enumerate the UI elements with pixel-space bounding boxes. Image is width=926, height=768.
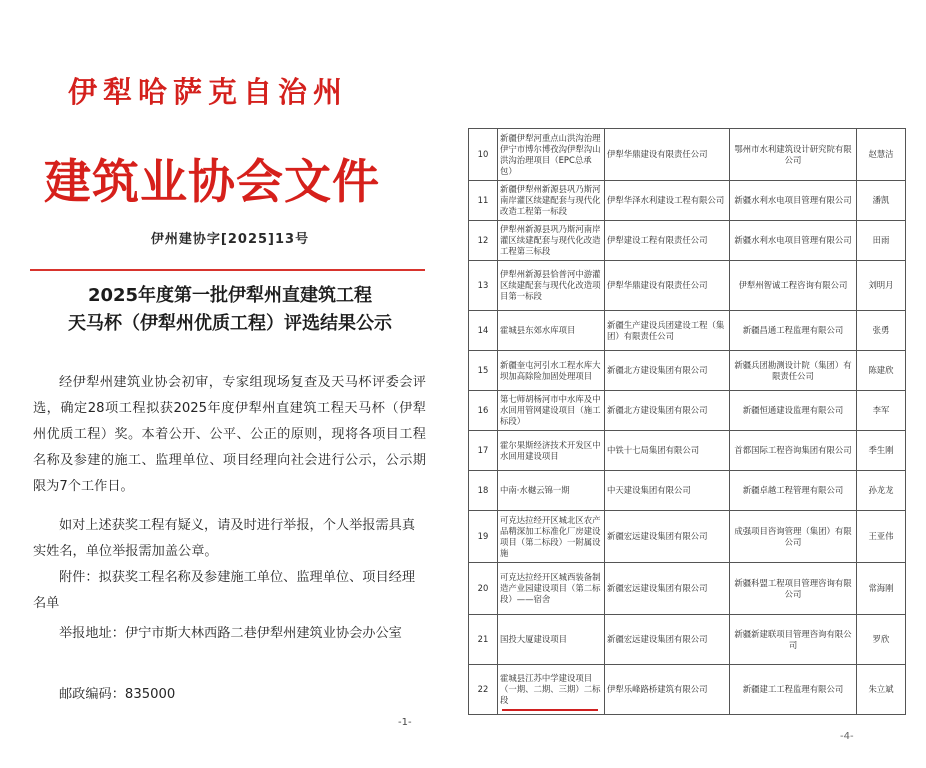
contractor-cell: 中天建设集团有限公司 — [605, 471, 730, 511]
manager-cell: 常海刚 — [857, 563, 906, 615]
supervisor-cell: 新疆兵团勘测设计院（集团）有限责任公司 — [730, 351, 857, 391]
project-name-cell: 第七师胡杨河市中水库及中水回用管网建设项目（施工标段） — [498, 391, 605, 431]
row-number: 22 — [469, 665, 498, 715]
manager-cell: 赵慧洁 — [857, 129, 906, 181]
table-row — [469, 471, 906, 511]
project-name-cell: 可克达拉经开区城北区农产品精深加工标准化厂房建设项目（第二标段）一附属设施 — [498, 511, 605, 563]
table-row — [469, 311, 906, 351]
project-name-cell: 伊犁州新源县恰普河中游灌区续建配套与现代化改造项目第一标段 — [498, 261, 605, 311]
notice-title-line2: 天马杯（伊犁州优质工程）评选结果公示 — [68, 313, 392, 334]
manager-cell: 朱立斌 — [857, 665, 906, 715]
table-row — [469, 511, 906, 563]
manager-cell: 潘凯 — [857, 181, 906, 221]
project-name-cell: 可克达拉经开区城西装备制造产业园建设项目（第二标段）——宿舍 — [498, 563, 605, 615]
table-row — [469, 665, 906, 715]
supervisor-cell: 鄂州市水利建筑设计研究院有限公司 — [730, 129, 857, 181]
project-name-cell: 新疆伊犁州新源县巩乃斯河南岸灌区续建配套与现代化改造工程第一标段 — [498, 181, 605, 221]
contractor-cell: 新疆北方建设集团有限公司 — [605, 351, 730, 391]
contractor-cell: 新疆生产建设兵团建设工程（集团）有限责任公司 — [605, 311, 730, 351]
notice-title-line1: 2025年度第一批伊犁州直建筑工程 — [87, 285, 373, 306]
row-number: 11 — [469, 181, 498, 221]
supervisor-cell: 伊犁州智诚工程咨询有限公司 — [730, 261, 857, 311]
contractor-cell: 伊犁建设工程有限责任公司 — [605, 221, 730, 261]
row-number: 13 — [469, 261, 498, 311]
results-table — [468, 128, 906, 715]
page-number-left: -1- — [398, 717, 412, 728]
table-row — [469, 615, 906, 665]
body-paragraph-1: 经伊犁州建筑业协会初审，专家组现场复查及天马杯评委会评选，确定28项工程拟获2025年度伊犁州直建筑工程天马杯（伊犁州优质工程）奖。本着公开、公平、公正的原则，现将各项目工程名称及参建的施工、监理单位、项目经理向社会进行公示，公示期限为7个工作日。 — [33, 375, 426, 494]
left-page — [0, 0, 460, 768]
report-address: 举报地址：伊宁市斯大林西路二巷伊犁州建筑业协会办公室 — [59, 626, 402, 641]
table-row — [469, 431, 906, 471]
manager-cell: 罗欣 — [857, 615, 906, 665]
table-row — [469, 391, 906, 431]
row-number: 16 — [469, 391, 498, 431]
supervisor-cell: 新疆水利水电项目管理有限公司 — [730, 221, 857, 261]
supervisor-cell: 新疆水利水电项目管理有限公司 — [730, 181, 857, 221]
project-name-cell: 霍尔果斯经济技术开发区中水回用建设项目 — [498, 431, 605, 471]
project-name-cell: 国投大厦建设项目 — [498, 615, 605, 665]
table-row — [469, 129, 906, 181]
manager-cell: 王亚伟 — [857, 511, 906, 563]
manager-cell: 季生刚 — [857, 431, 906, 471]
supervisor-cell: 新疆建工工程监理有限公司 — [730, 665, 857, 715]
supervisor-cell: 首都国际工程咨询集团有限公司 — [730, 431, 857, 471]
row-number: 17 — [469, 431, 498, 471]
contractor-cell: 新疆宏远建设集团有限公司 — [605, 511, 730, 563]
project-name-cell: 新疆伊犁河重点山洪沟治理伊宁市博尔博孜沟伊犁沟山洪沟治理项目（EPC总承包） — [498, 129, 605, 181]
supervisor-cell: 新疆昌通工程监理有限公司 — [730, 311, 857, 351]
supervisor-cell: 成强项目咨询管理（集团）有限公司 — [730, 511, 857, 563]
manager-cell: 李军 — [857, 391, 906, 431]
contractor-cell: 新疆宏远建设集团有限公司 — [605, 615, 730, 665]
supervisor-cell: 新疆卓越工程管理有限公司 — [730, 471, 857, 511]
body-paragraph-2: 如对上述获奖工程有疑义，请及时进行举报，个人举报需具真实姓名，单位举报需加盖公章。 — [33, 518, 416, 559]
contractor-cell: 伊犁华鼎建设有限责任公司 — [605, 261, 730, 311]
contractor-cell: 伊犁华泽水利建设工程有限公司 — [605, 181, 730, 221]
page-number-right: -4- — [840, 731, 854, 742]
table-row — [469, 351, 906, 391]
row-number: 21 — [469, 615, 498, 665]
red-divider — [30, 269, 425, 271]
manager-cell: 陈建欣 — [857, 351, 906, 391]
doc-type-heading: 建筑业协会文件 — [44, 155, 380, 210]
row-number: 12 — [469, 221, 498, 261]
manager-cell: 张勇 — [857, 311, 906, 351]
contractor-cell: 新疆宏远建设集团有限公司 — [605, 563, 730, 615]
row-number: 14 — [469, 311, 498, 351]
project-name-cell: 伊犁州新源县巩乃斯河南岸灌区续建配套与现代化改造工程第三标段 — [498, 221, 605, 261]
row-number: 18 — [469, 471, 498, 511]
project-name-cell: 霍城县江苏中学建设项目（一期、二期、三期）二标段 — [498, 665, 605, 715]
org-name: 伊犁哈萨克自治州 — [68, 75, 349, 109]
table-row — [469, 563, 906, 615]
contractor-cell: 新疆北方建设集团有限公司 — [605, 391, 730, 431]
right-page — [460, 0, 926, 768]
red-underline-mark — [502, 709, 598, 711]
manager-cell: 孙龙龙 — [857, 471, 906, 511]
contractor-cell: 伊犁华鼎建设有限责任公司 — [605, 129, 730, 181]
contractor-cell: 中铁十七局集团有限公司 — [605, 431, 730, 471]
project-name-cell: 新疆奎屯河引水工程水库大坝加高除险加固处理项目 — [498, 351, 605, 391]
table-row — [469, 221, 906, 261]
row-number: 20 — [469, 563, 498, 615]
project-name-cell: 中南·水樾云锦一期 — [498, 471, 605, 511]
postal-code: 邮政编码：835000 — [59, 687, 176, 702]
doc-number: 伊州建协字[2025]13号 — [150, 232, 310, 247]
manager-cell: 田雨 — [857, 221, 906, 261]
row-number: 15 — [469, 351, 498, 391]
row-number: 19 — [469, 511, 498, 563]
project-name-cell: 霍城县东郊水库项目 — [498, 311, 605, 351]
attachment-note: 附件：拟获奖工程名称及参建施工单位、监理单位、项目经理名单 — [33, 570, 416, 611]
table-row — [469, 181, 906, 221]
table-row — [469, 261, 906, 311]
supervisor-cell: 新疆科盟工程项目管理咨询有限公司 — [730, 563, 857, 615]
supervisor-cell: 新疆恒通建设监理有限公司 — [730, 391, 857, 431]
manager-cell: 刘明月 — [857, 261, 906, 311]
contractor-cell: 伊犁乐峰路桥建筑有限公司 — [605, 665, 730, 715]
row-number: 10 — [469, 129, 498, 181]
supervisor-cell: 新疆新建联项目管理咨询有限公司 — [730, 615, 857, 665]
